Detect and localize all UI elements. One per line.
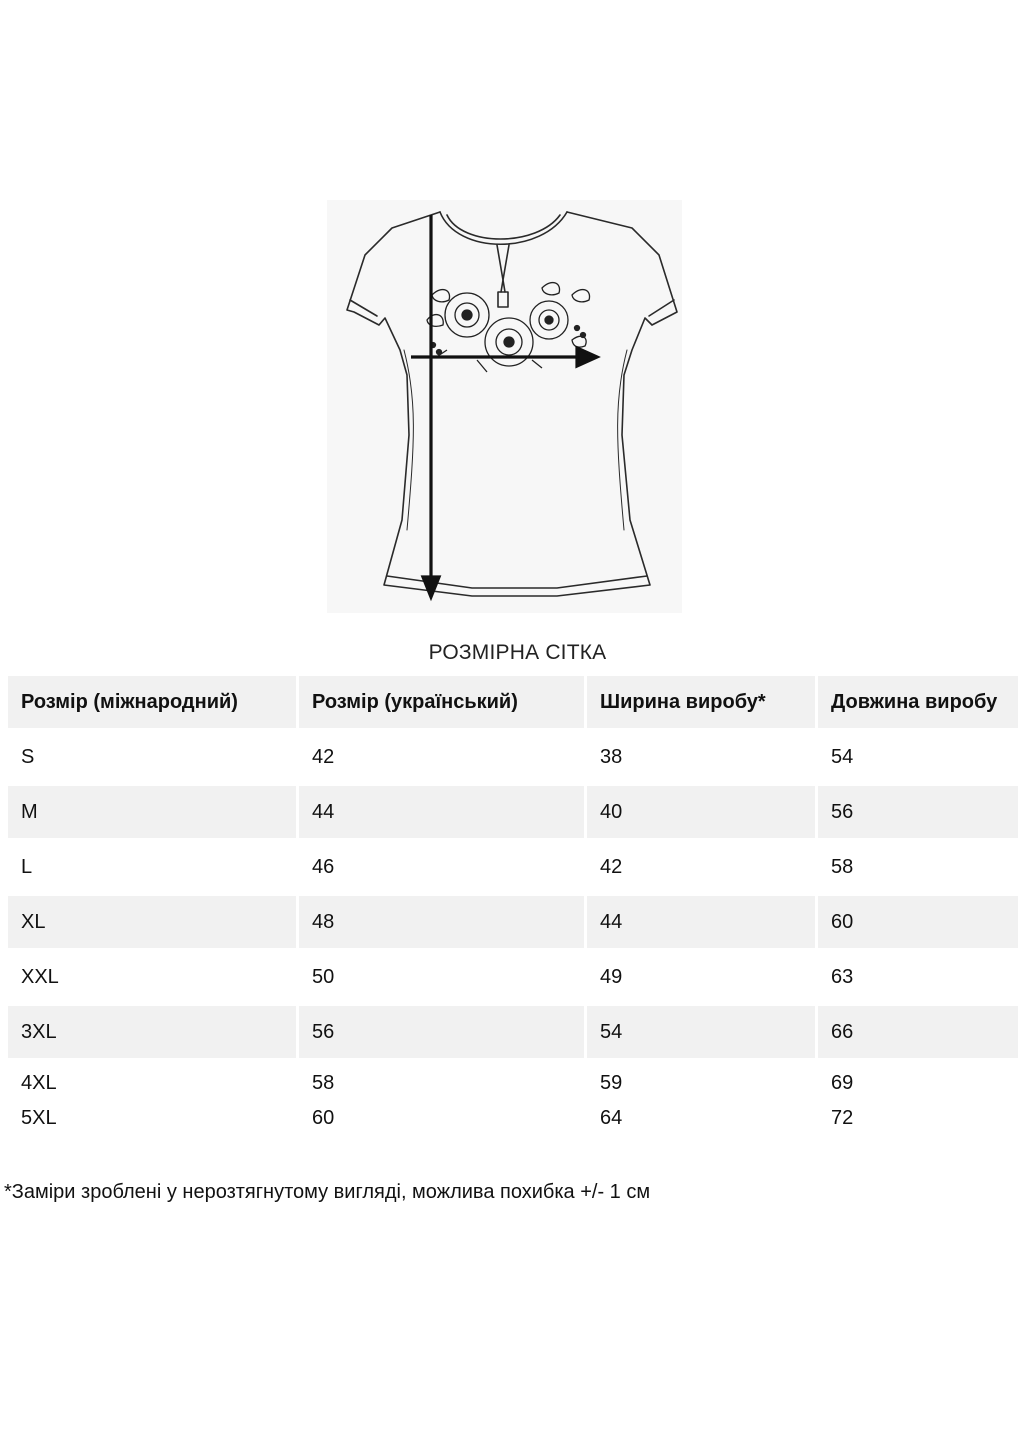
cell-ukrainian: 56 <box>299 1006 584 1058</box>
cell-length: 56 <box>818 786 1018 838</box>
cell-ukrainian: 48 <box>299 896 584 948</box>
cell-international: XXL <box>21 965 59 988</box>
header-width: Ширина виробу* <box>587 676 815 728</box>
cell-width: 54 <box>587 1006 815 1058</box>
table-row <box>8 896 1018 948</box>
cell-length-multi <box>818 1061 1018 1141</box>
cell-length: 63 <box>831 965 854 988</box>
cell-width: 59 <box>600 1072 623 1094</box>
table-row <box>8 1061 1018 1141</box>
cell-width-multi <box>587 1061 815 1141</box>
size-chart-title: РОЗМІРНА СІТКА <box>428 641 607 664</box>
cell-width: 40 <box>587 786 815 838</box>
header-international-size: Розмір (міжнародний) <box>8 676 296 728</box>
measurement-footnote: *Заміри зроблені у нерозтягнутому вигляді, можлива похибка +/- 1 см <box>4 1181 651 1203</box>
cell-width: 49 <box>600 965 623 988</box>
size-table <box>5 673 1021 1144</box>
table-row <box>8 951 1018 1003</box>
cell-ukrainian: 58 <box>312 1072 335 1094</box>
cell-width: 38 <box>600 745 623 768</box>
header-length: Довжина виробу <box>818 676 1018 728</box>
cell-length: 58 <box>831 855 854 878</box>
cell-width: 44 <box>587 896 815 948</box>
cell-ukrainian: 46 <box>312 855 335 878</box>
cell-width: 42 <box>600 855 623 878</box>
cell-ukrainian: 60 <box>312 1107 335 1129</box>
cell-ukrainian: 42 <box>312 745 335 768</box>
cell-international: M <box>8 786 296 838</box>
cell-international: 5XL <box>21 1107 57 1129</box>
cell-international: S <box>21 745 35 768</box>
cell-ukrainian: 44 <box>299 786 584 838</box>
cell-length: 72 <box>831 1107 854 1129</box>
cell-length: 66 <box>818 1006 1018 1058</box>
cell-international: XL <box>8 896 296 948</box>
cell-international: 3XL <box>8 1006 296 1058</box>
table-header-row <box>8 676 1018 728</box>
cell-length: 69 <box>831 1072 854 1094</box>
cell-international: 4XL <box>21 1072 57 1094</box>
cell-ukrainian: 50 <box>312 965 335 988</box>
cell-width: 64 <box>600 1107 623 1129</box>
table-row <box>8 731 1018 783</box>
cell-international-multi <box>8 1061 296 1141</box>
table-row <box>8 841 1018 893</box>
cell-length: 54 <box>831 745 854 768</box>
table-row <box>8 1006 1018 1058</box>
cell-ukrainian-multi <box>299 1061 584 1141</box>
cell-international: L <box>21 855 33 878</box>
table-row <box>8 786 1018 838</box>
cell-length: 60 <box>818 896 1018 948</box>
header-ukrainian-size: Розмір (український) <box>299 676 584 728</box>
t-shirt-illustration <box>327 200 682 613</box>
t-shirt-icon <box>327 200 682 613</box>
